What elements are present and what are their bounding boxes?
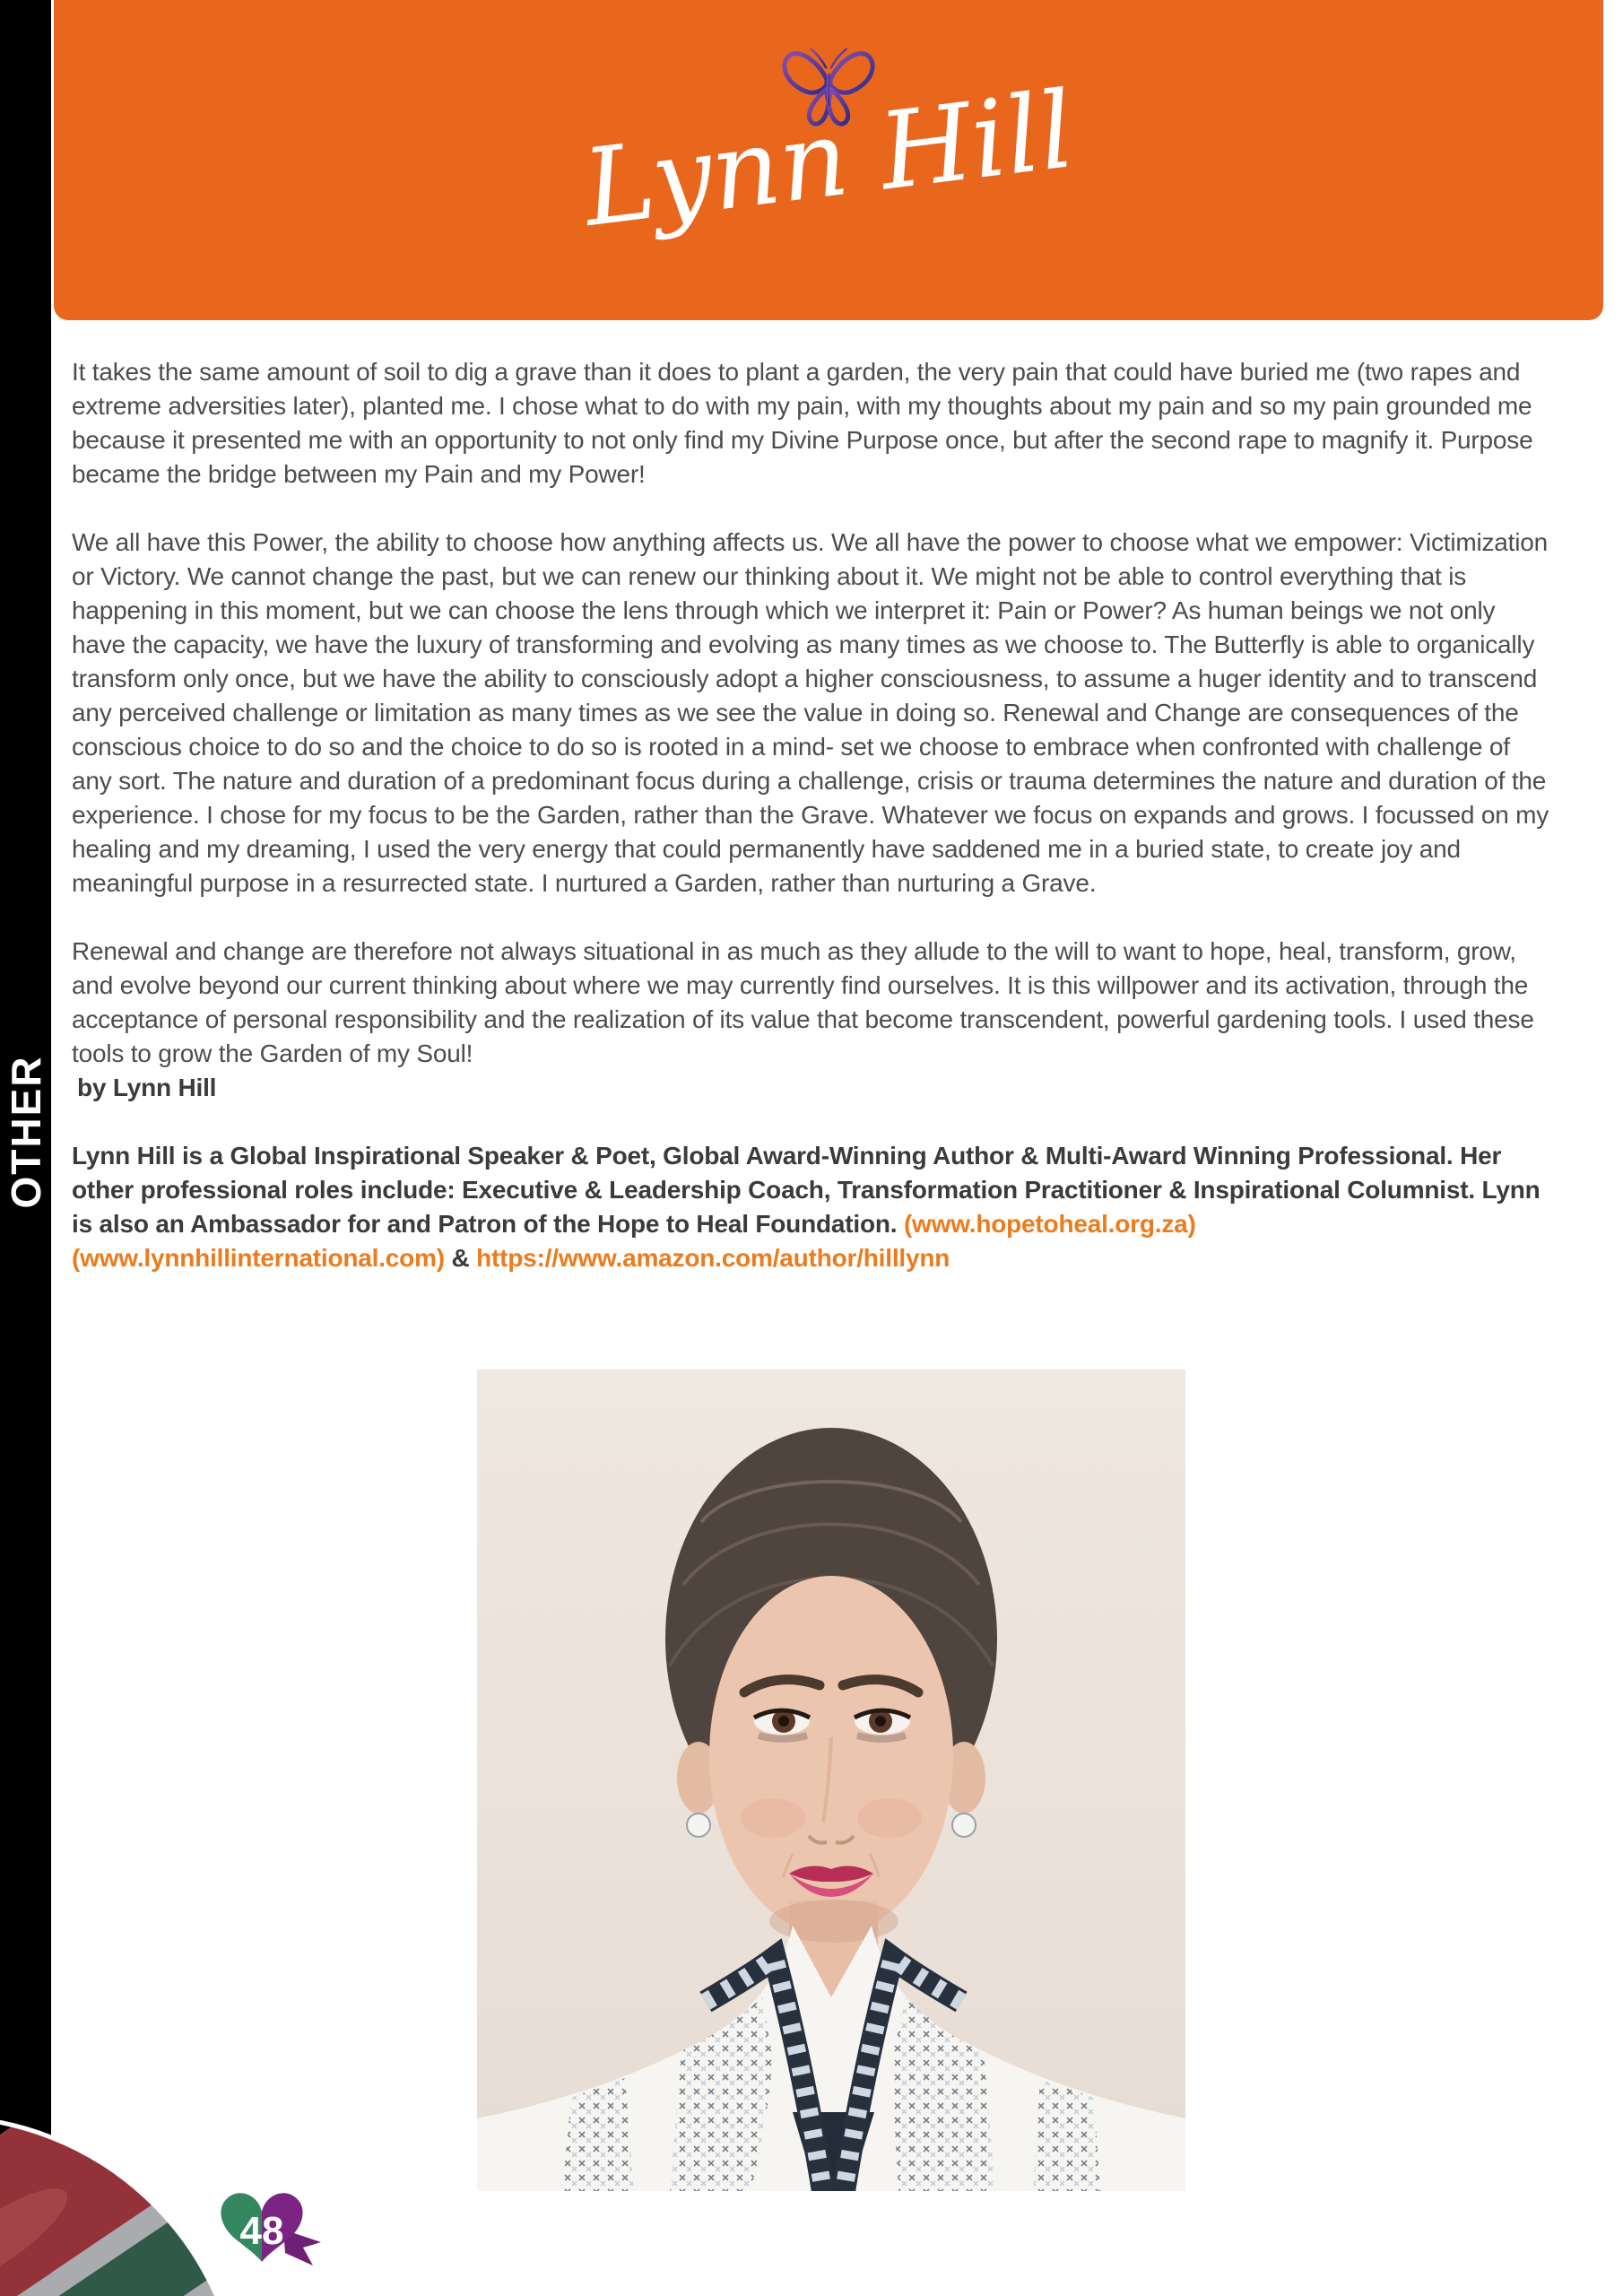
link-hopetoheal[interactable]: (www.hopetoheal.org.za) — [903, 1210, 1196, 1238]
author-bio — [72, 1139, 1551, 1275]
article-paragraph-1: It takes the same amount of soil to dig a grave than it does to plant a garden, the very pain that could have buried me (two rapes and extreme adversities later), planted me. I chose what to do with my pain, with my thoughts about my pain and so my pain grounded me because it presented me with an opportunity to not only find my Divine Purpose once, but after the second rape to magnify it. Purpose became the bridge between my Pain and my Power! — [72, 358, 1533, 488]
section-tab-label: OTHER — [2, 1055, 49, 1209]
earring-left — [687, 1813, 710, 1837]
article-body — [72, 355, 1551, 1309]
bio-text: Lynn Hill is a Global Inspirational Speaker & Poet, Global Award-Winning Author & Multi-Award Winning Professional. Her other professional roles include: Executive & Leadership Coach, Transformation Practitioner & Inspirational Columnist. Lynn is also an Ambassador for and Patron of the Hope to Heal Foundation. — [72, 1142, 1541, 1238]
embroidery — [1033, 2080, 1100, 2191]
section-tab-bar — [0, 0, 51, 2296]
byline: by Lynn Hill — [77, 1074, 217, 1101]
portrait-photo — [477, 1370, 1185, 2191]
eye-right — [855, 1708, 910, 1739]
article-paragraph-3: Renewal and change are therefore not always situational in as much as they allude to the will to want to hope, heal, transform, grow, and evolve beyond our current thinking about where we may currently find ourselves. It is this willpower and its activation, through the acceptance of personal responsibility and the realization of its value that become transcendent, powerful gardening tools. I used these tools to grow the Garden of my Soul! — [72, 937, 1534, 1067]
south-africa-flag-badge — [0, 2112, 251, 2296]
eye-left — [754, 1708, 810, 1739]
header-banner — [54, 0, 1603, 320]
link-lynnhillinternational[interactable]: (www.lynnhillinternational.com) — [72, 1244, 445, 1272]
page-number: 48 — [239, 2209, 284, 2253]
header-banner-content — [54, 0, 1603, 320]
earring-right — [952, 1813, 976, 1837]
link-amazon-author[interactable]: https://www.amazon.com/author/hilllynn — [476, 1244, 950, 1272]
author-signature: Lynn Hill — [577, 67, 1081, 250]
article-paragraph-2: We all have this Power, the ability to choose how anything affects us. We all have the power to choose what we empower: Victimization or Victory. We cannot change the past, but we can renew our thinking about it. We might not be able to control everything that is happening in this moment, but we can choose the lens through which we interpret it: Pain or Power? As human beings we not only have the capacity, we have the luxury of transforming and evolving as many times as we choose to. The Butterfly is able to organically transform only once, but we have the ability to consciously adopt a higher consciousness, to assume a huger identity and to transcend any perceived challenge or limitation as many times as we see the value in doing so. Renewal and Change are consequences of the conscious choice to do so and the choice to do so is rooted in a mind- set we choose to embrace when confronted with challenge of any sort. The nature and duration of a predominant focus during a challenge, crisis or trauma determines the nature and duration of the experience. I chose for my focus to be the Garden, rather than the Grave. Whatever we focus on expands and grows. I focussed on my healing and my dreaming, I used the very energy that could permanently have saddened me in a buried state, to create joy and meaningful purpose in a resurrected state. I nurtured a Garden, rather than nurturing a Grave. — [72, 528, 1549, 897]
bio-link-separator: & — [451, 1244, 470, 1272]
